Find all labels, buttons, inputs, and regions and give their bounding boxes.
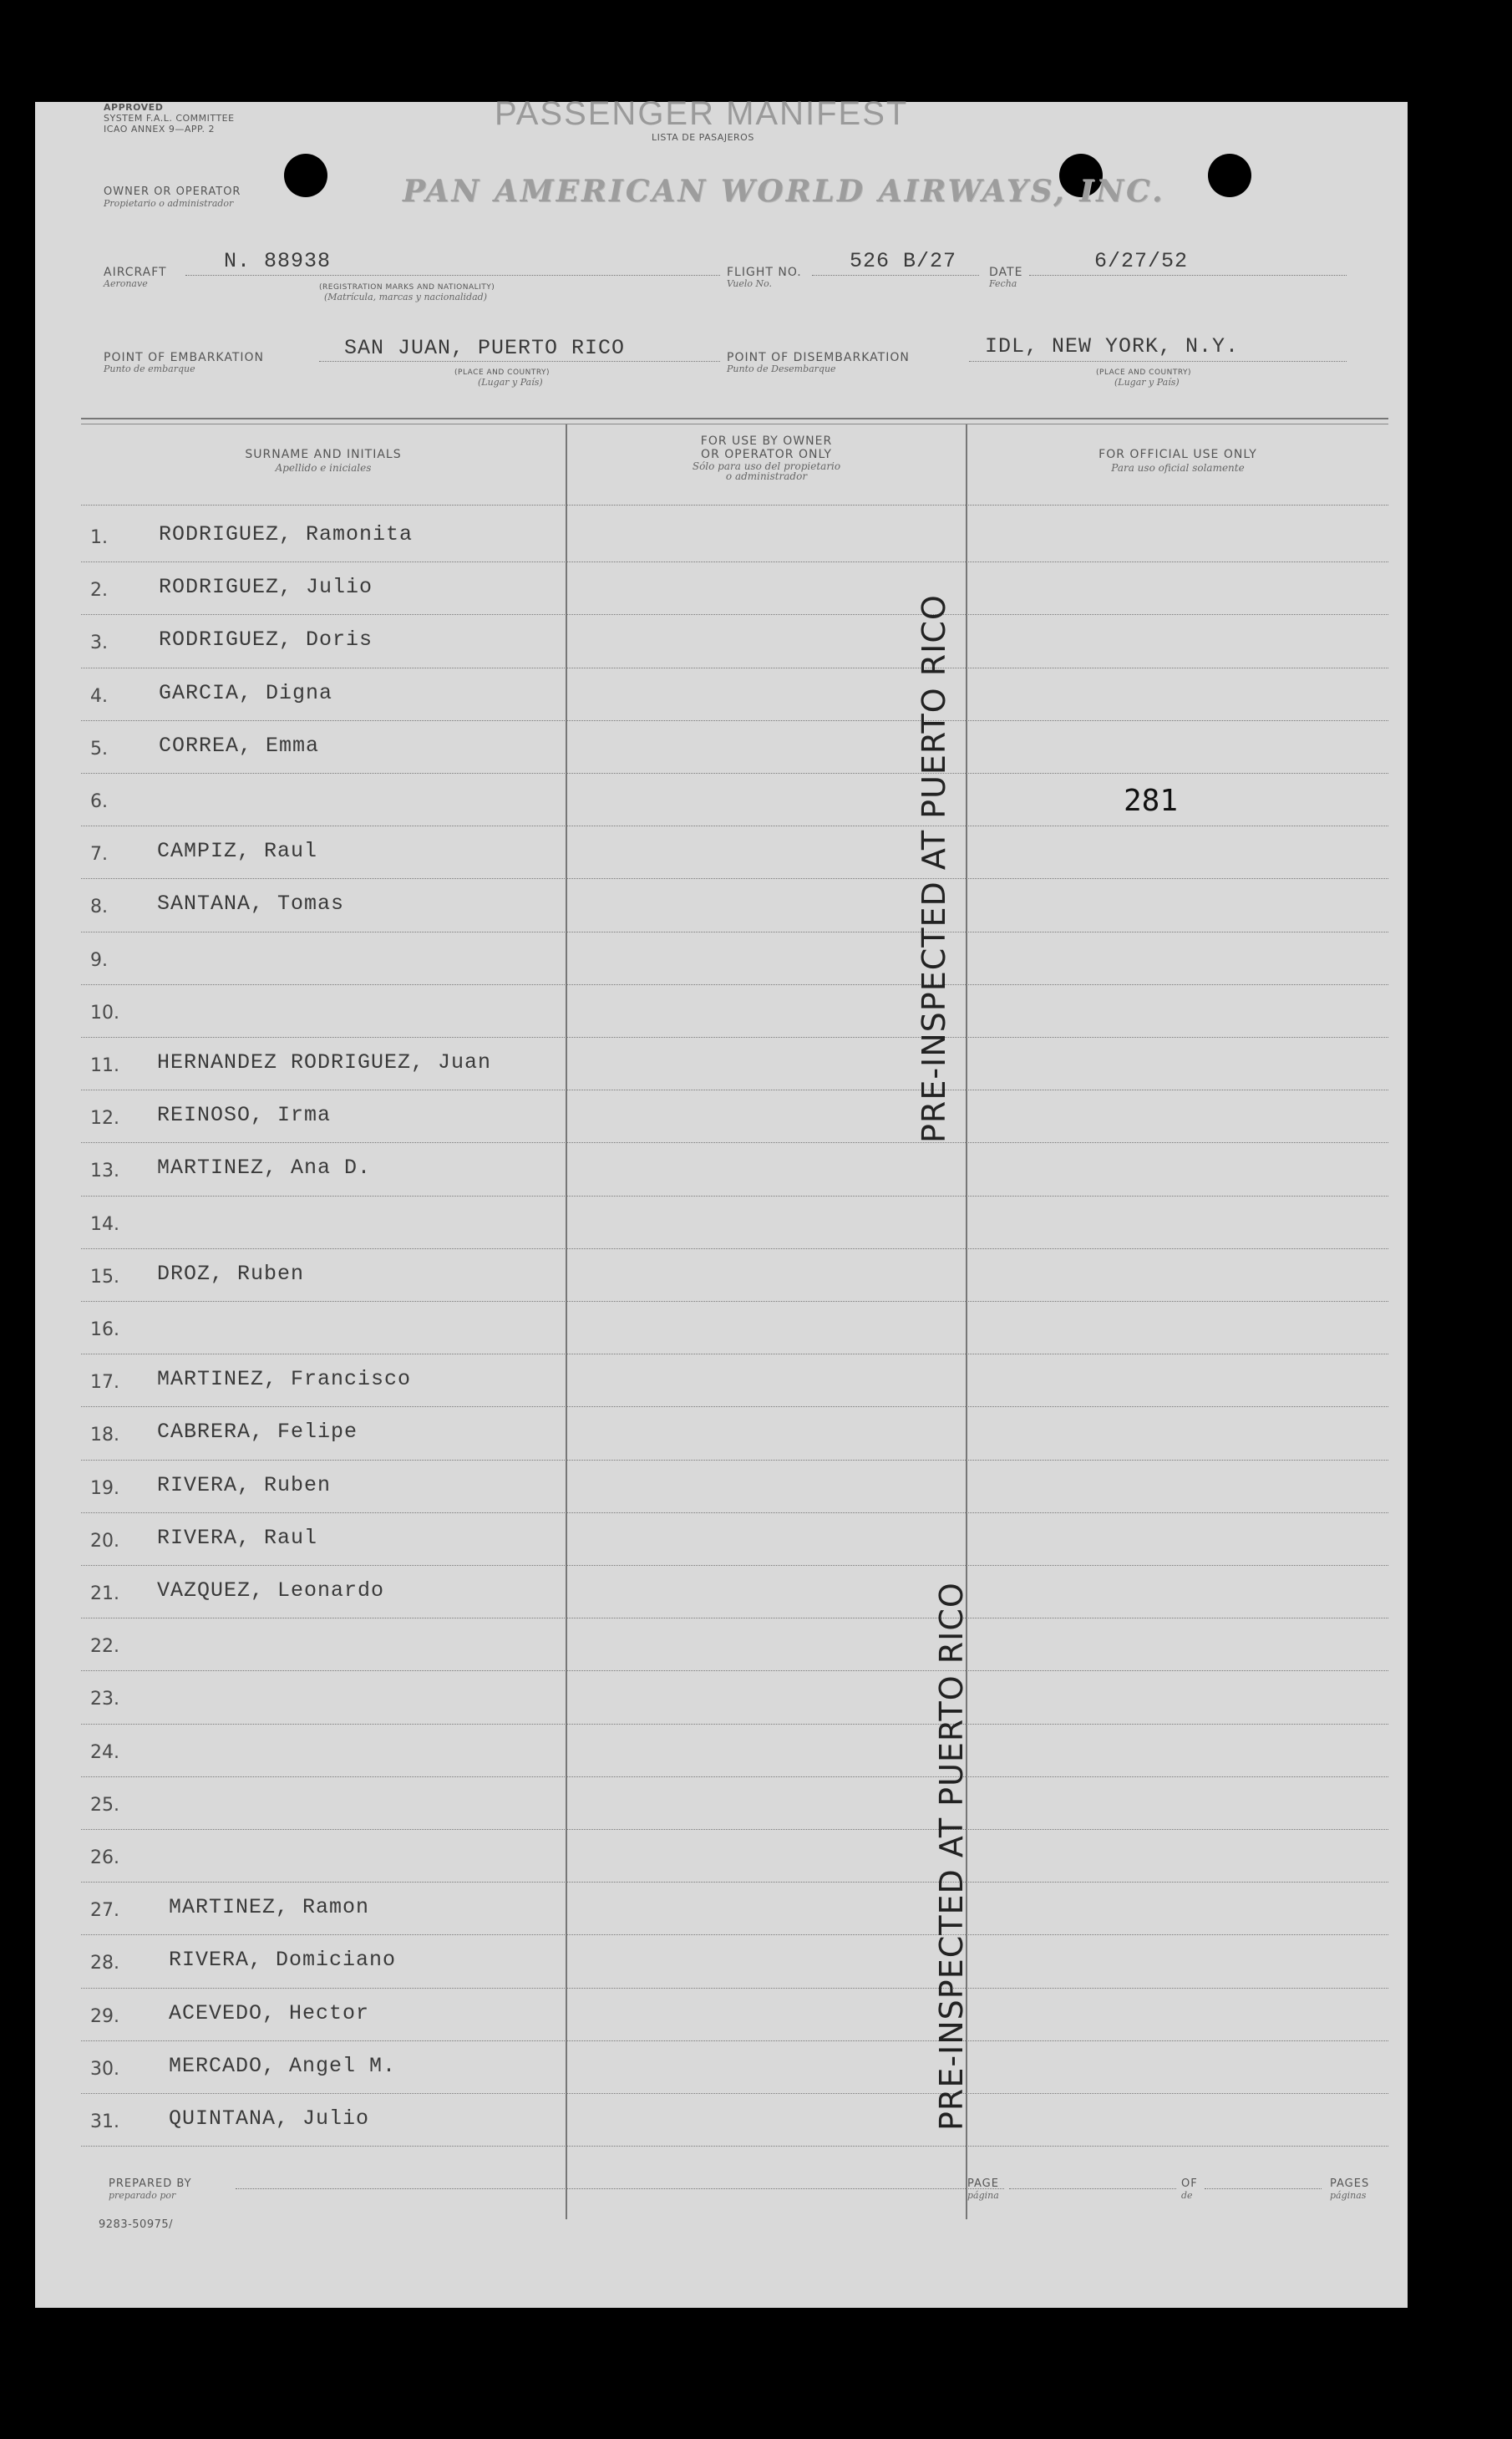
row-number: 19. xyxy=(90,1477,119,1499)
surname-header-es: Apellido e iniciales xyxy=(275,462,372,474)
disembarkation-caption-1: (PLACE AND COUNTRY) xyxy=(1096,368,1192,377)
row-number: 20. xyxy=(90,1530,119,1552)
embarkation-line xyxy=(319,361,720,362)
owner-header-es-1: Sólo para uso del propietario xyxy=(692,460,841,472)
passenger-name: CAMPIZ, Raul xyxy=(157,839,318,864)
page-label-es: página xyxy=(967,2190,999,2201)
row-number: 21. xyxy=(90,1583,119,1604)
passenger-name: DROZ, Ruben xyxy=(157,1261,305,1286)
flight-label: FLIGHT NO. xyxy=(727,266,802,279)
disembarkation-caption-2: (Lugar y País) xyxy=(1114,377,1180,388)
passenger-name: RIVERA, Ruben xyxy=(157,1472,332,1497)
row-divider xyxy=(81,773,1388,774)
passenger-name: ACEVEDO, Hector xyxy=(169,2000,370,2025)
aircraft-label-es: Aeronave xyxy=(104,278,148,289)
row-number: 18. xyxy=(90,1425,119,1446)
of-label: OF xyxy=(1181,2177,1198,2190)
row-divider xyxy=(81,1724,1388,1725)
row-number: 26. xyxy=(90,1847,119,1868)
row-divider xyxy=(81,1142,1388,1143)
row-number: 28. xyxy=(90,1953,119,1974)
disembarkation-label: POINT OF DISEMBARKATION xyxy=(727,351,910,364)
date-line xyxy=(1029,275,1347,276)
row-divider xyxy=(81,1829,1388,1830)
of-label-es: de xyxy=(1181,2190,1193,2201)
passenger-name: RODRIGUEZ, Ramonita xyxy=(159,522,414,546)
row-divider xyxy=(81,561,1388,562)
manifest-sheet xyxy=(35,95,1408,2308)
prepared-by-line xyxy=(236,2188,1004,2189)
of-line xyxy=(1205,2188,1322,2189)
row-divider xyxy=(81,1882,1388,1883)
row-number: 16. xyxy=(90,1319,119,1340)
row-divider xyxy=(81,1037,1388,1038)
row-number: 8. xyxy=(90,897,108,918)
embarkation-caption-1: (PLACE AND COUNTRY) xyxy=(454,368,551,377)
approval-line-3: ICAO ANNEX 9—APP. 2 xyxy=(104,124,215,135)
page-label: PAGE xyxy=(967,2177,999,2190)
passenger-name: VAZQUEZ, Leonardo xyxy=(157,1578,385,1603)
row-divider xyxy=(81,1934,1388,1935)
row-number: 22. xyxy=(90,1636,119,1658)
row-number: 4. xyxy=(90,685,108,707)
table-top-border xyxy=(81,418,1388,424)
aircraft-caption-2: (Matrícula, marcas y nacionalidad) xyxy=(324,292,487,302)
row-divider xyxy=(81,1512,1388,1513)
row-divider xyxy=(81,1406,1388,1407)
row-divider xyxy=(81,1670,1388,1671)
approval-line-1: APPROVED xyxy=(104,102,164,113)
form-number: 9283-50975/ xyxy=(99,2218,174,2231)
passenger-name: REINOSO, Irma xyxy=(157,1103,332,1128)
row-divider xyxy=(81,2146,1388,2147)
passenger-name: MARTINEZ, Ana D. xyxy=(157,1156,372,1181)
row-number: 31. xyxy=(90,2111,119,2132)
pages-label: PAGES xyxy=(1330,2177,1370,2190)
owner-label-es: Propietario o administrador xyxy=(104,198,234,209)
date-label: DATE xyxy=(989,266,1023,279)
row-number: 9. xyxy=(90,949,108,971)
row-number: 3. xyxy=(90,633,108,654)
flight-value: 526 B/27 xyxy=(850,249,957,273)
column-header-surname xyxy=(81,448,566,473)
passenger-name: RIVERA, Raul xyxy=(157,1525,318,1550)
passenger-name: MARTINEZ, Ramon xyxy=(169,1895,370,1920)
page-title-es: LISTA DE PASAJEROS xyxy=(652,132,754,143)
row-divider xyxy=(81,984,1388,985)
row-divider xyxy=(81,1565,1388,1566)
passenger-name: SANTANA, Tomas xyxy=(157,892,345,917)
row-number: 15. xyxy=(90,1266,119,1288)
passenger-name: RIVERA, Domiciano xyxy=(169,1948,397,1973)
date-value: 6/27/52 xyxy=(1094,249,1189,273)
row-divider xyxy=(81,1776,1388,1777)
passenger-name: GARCIA, Digna xyxy=(159,680,333,705)
owner-header-1: FOR USE BY OWNER xyxy=(700,434,833,448)
passenger-name: RODRIGUEZ, Julio xyxy=(159,575,373,600)
flight-label-es: Vuelo No. xyxy=(727,278,773,289)
aircraft-caption-1: (REGISTRATION MARKS AND NATIONALITY) xyxy=(319,283,495,292)
row-divider xyxy=(81,720,1388,721)
passenger-name: RODRIGUEZ, Doris xyxy=(159,628,373,653)
row-number: 6. xyxy=(90,791,108,812)
flight-line xyxy=(812,275,979,276)
aircraft-label: AIRCRAFT xyxy=(104,266,167,279)
row-number: 13. xyxy=(90,1161,119,1182)
row-number: 23. xyxy=(90,1689,119,1710)
official-header: FOR OFFICIAL USE ONLY xyxy=(1098,448,1257,461)
row-number: 1. xyxy=(90,527,108,548)
official-note: 281 xyxy=(1124,784,1179,818)
punch-hole-right xyxy=(1208,154,1251,197)
owner-label: OWNER OR OPERATOR xyxy=(104,185,241,198)
embarkation-caption-2: (Lugar y País) xyxy=(478,377,543,388)
row-number: 27. xyxy=(90,1900,119,1922)
page-title: PASSENGER MANIFEST xyxy=(495,95,909,132)
passenger-name: MERCADO, Angel M. xyxy=(169,2053,397,2078)
pre-inspected-stamp-1: PRE-INSPECTED AT PUERTO RICO xyxy=(916,594,952,1143)
passenger-name: HERNANDEZ RODRIGUEZ, Juan xyxy=(157,1050,492,1075)
passenger-name: QUINTANA, Julio xyxy=(169,2106,370,2131)
page-line xyxy=(1009,2188,1176,2189)
row-divider xyxy=(81,614,1388,615)
embarkation-value: SAN JUAN, PUERTO RICO xyxy=(344,336,626,360)
aircraft-line xyxy=(185,275,720,276)
owner-header-es-2: o administrador xyxy=(725,470,808,482)
punch-hole-left xyxy=(284,154,327,197)
column-divider-1 xyxy=(566,424,567,2219)
header-bottom-line xyxy=(81,505,1388,506)
disembarkation-value: IDL, NEW YORK, N.Y. xyxy=(985,334,1240,358)
pre-inspected-stamp-2: PRE-INSPECTED AT PUERTO RICO xyxy=(933,1582,970,2131)
row-divider xyxy=(81,2093,1388,2094)
pages-label-es: páginas xyxy=(1330,2190,1367,2201)
passenger-name: CABRERA, Felipe xyxy=(157,1420,358,1445)
official-header-es: Para uso oficial solamente xyxy=(1111,462,1245,474)
row-number: 2. xyxy=(90,580,108,602)
row-divider xyxy=(81,1248,1388,1249)
airline-name: PAN AMERICAN WORLD AIRWAYS, INC. xyxy=(403,174,1165,209)
row-divider xyxy=(81,878,1388,879)
passenger-name: MARTINEZ, Francisco xyxy=(157,1367,412,1392)
row-number: 24. xyxy=(90,1741,119,1763)
row-divider xyxy=(81,1460,1388,1461)
disembarkation-line xyxy=(969,361,1347,362)
row-number: 5. xyxy=(90,738,108,760)
row-number: 11. xyxy=(90,1055,119,1076)
passenger-name: CORREA, Emma xyxy=(159,733,320,758)
aircraft-value: N. 88938 xyxy=(224,249,332,273)
approval-line-2: SYSTEM F.A.L. COMMITTEE xyxy=(104,113,235,124)
surname-header: SURNAME AND INITIALS xyxy=(245,448,402,461)
date-label-es: Fecha xyxy=(989,278,1017,289)
row-number: 10. xyxy=(90,1002,119,1024)
row-number: 17. xyxy=(90,1372,119,1394)
row-divider xyxy=(81,1196,1388,1197)
row-number: 30. xyxy=(90,2058,119,2080)
embarkation-label-es: Punto de embarque xyxy=(104,363,195,374)
column-header-owner xyxy=(567,434,966,481)
row-number: 7. xyxy=(90,844,108,866)
column-header-official xyxy=(967,448,1388,473)
prepared-by-label-es: preparado por xyxy=(109,2190,176,2201)
disembarkation-label-es: Punto de Desembarque xyxy=(727,363,836,374)
row-number: 25. xyxy=(90,1794,119,1816)
row-divider xyxy=(81,1301,1388,1302)
row-number: 14. xyxy=(90,1213,119,1235)
row-divider xyxy=(81,1988,1388,1989)
approval-block xyxy=(104,102,321,135)
owner-header-2: OR OPERATOR ONLY xyxy=(701,448,832,461)
row-number: 29. xyxy=(90,2005,119,2027)
row-divider xyxy=(81,2040,1388,2041)
row-number: 12. xyxy=(90,1108,119,1130)
embarkation-label: POINT OF EMBARKATION xyxy=(104,351,265,364)
prepared-by-label: PREPARED BY xyxy=(109,2177,192,2190)
